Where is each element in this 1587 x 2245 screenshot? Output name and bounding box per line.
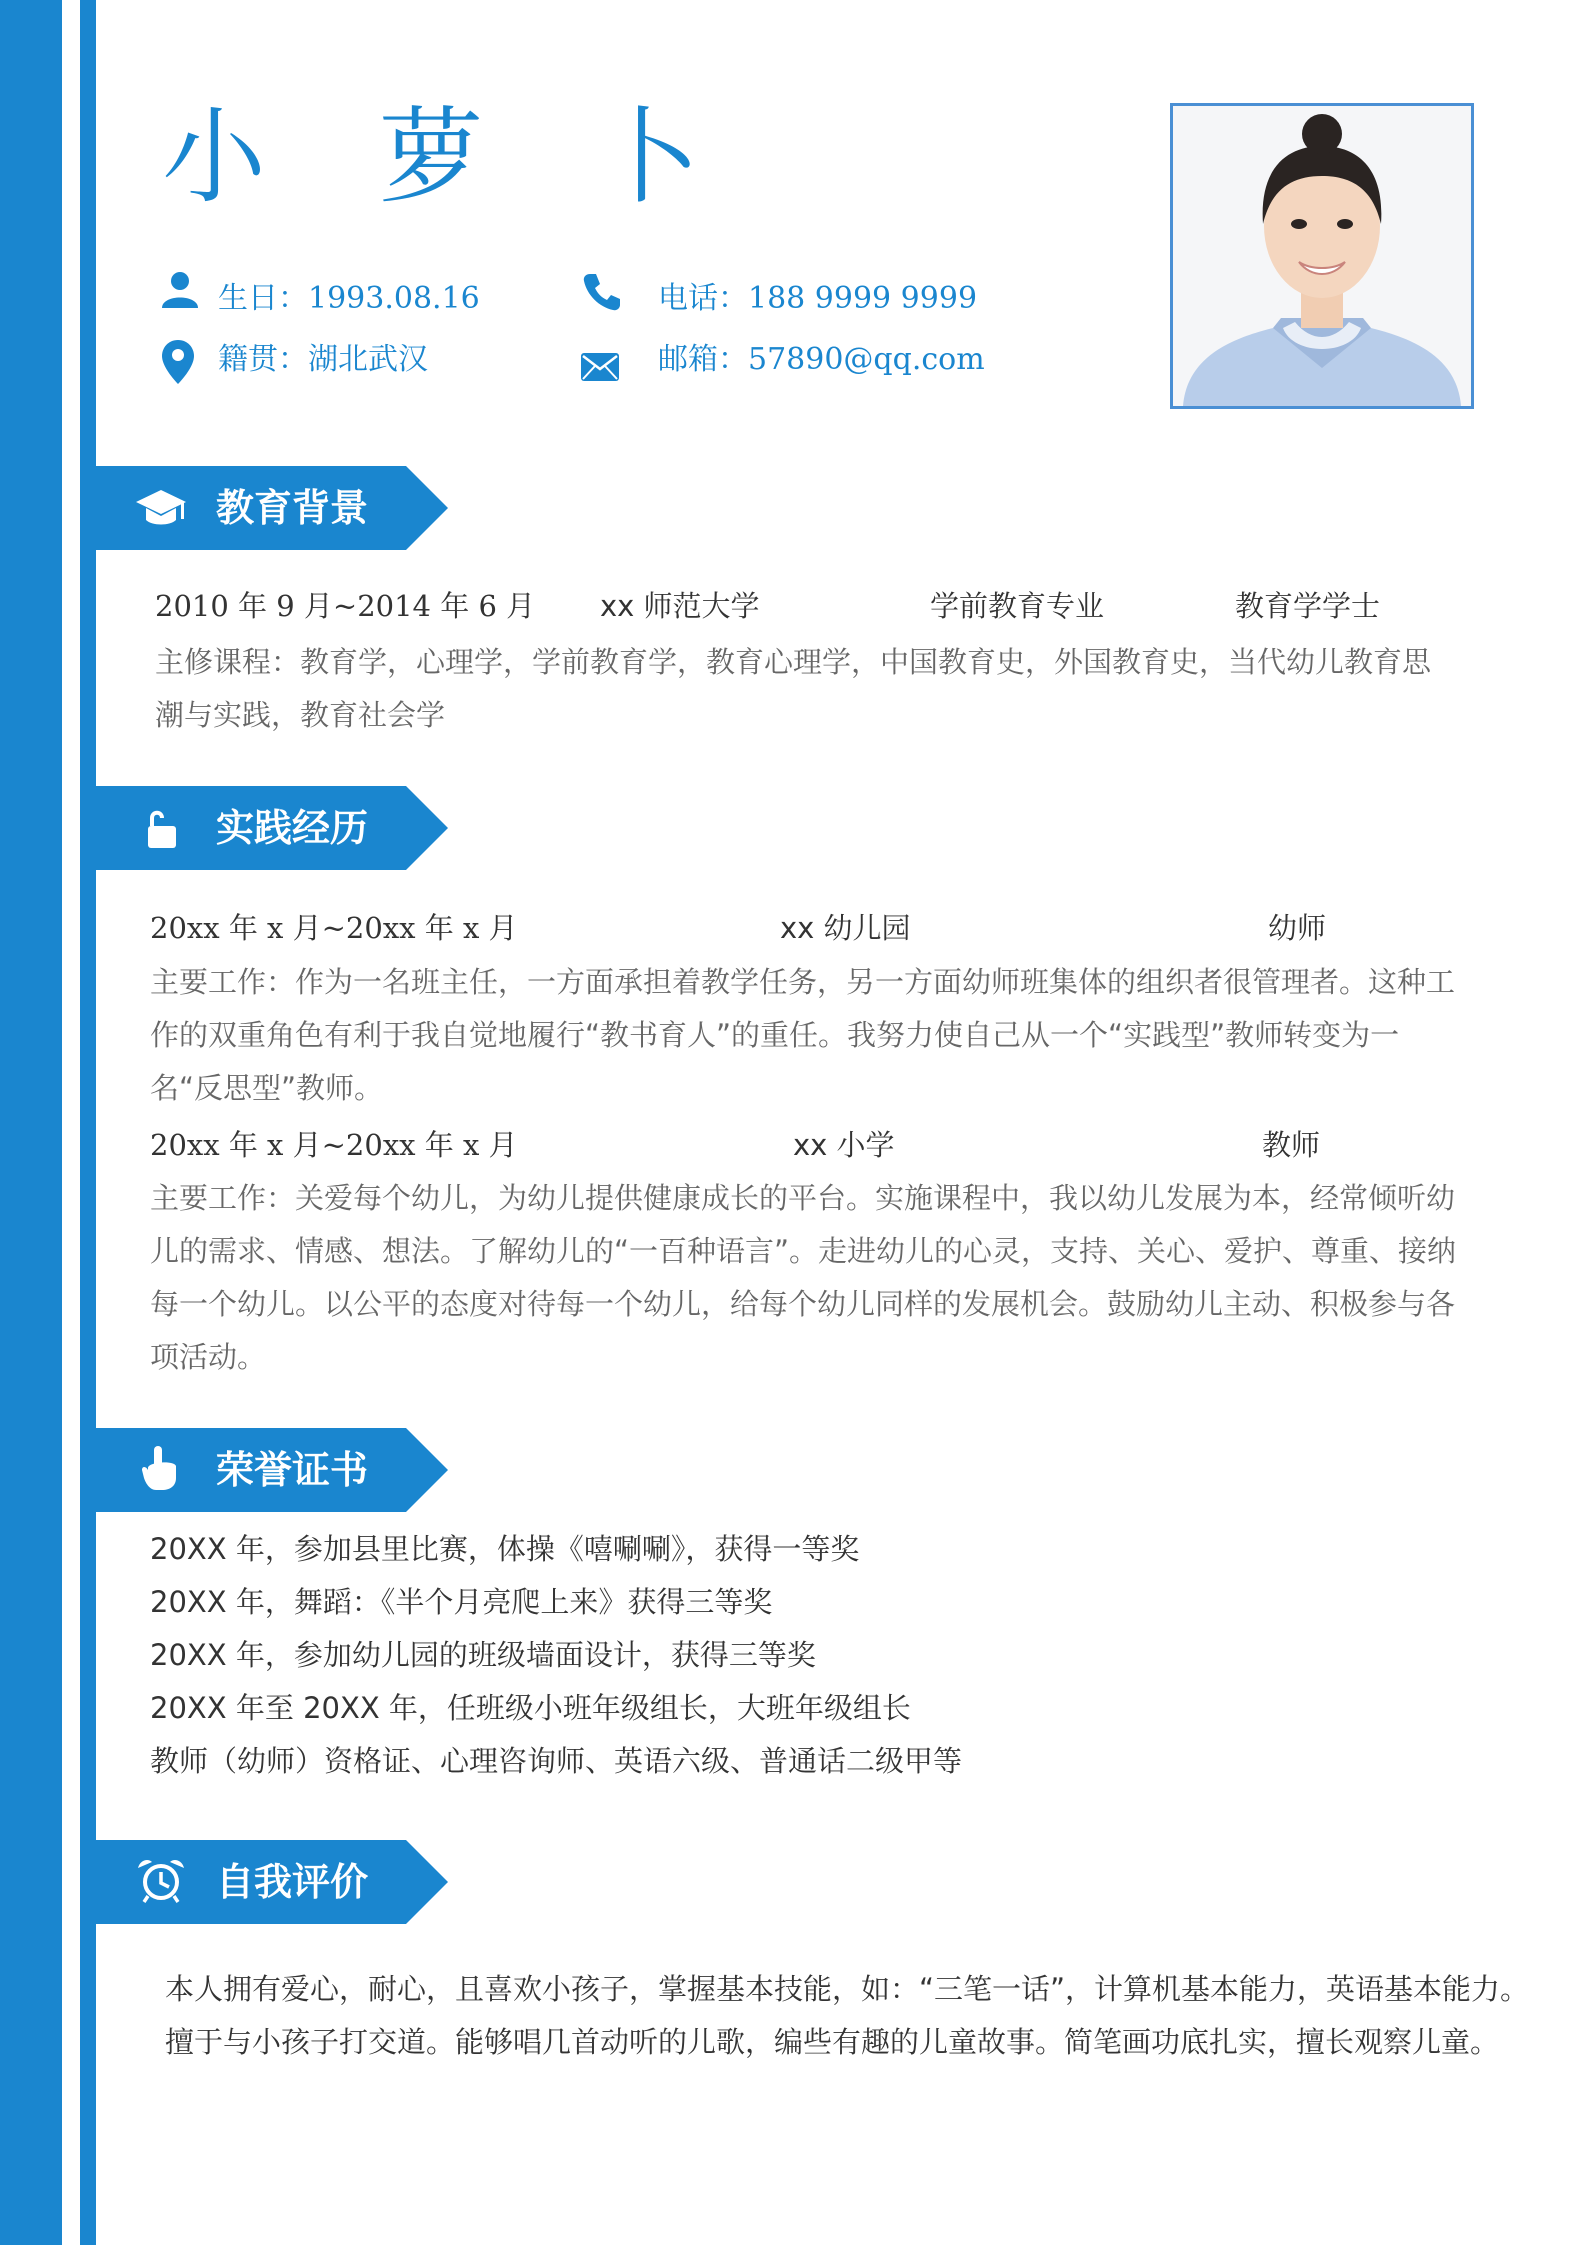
honor-item: 20XX 年至 20XX 年，任班级小班年级组长，大班年级组长 <box>150 1691 911 1725</box>
alarm-clock-icon <box>134 1856 188 1904</box>
practice-2-role: 教师 <box>1262 1128 1321 1162</box>
location-pin-icon <box>160 338 196 386</box>
birth-label: 生日： <box>218 281 308 316</box>
phone-label: 电话： <box>658 281 748 316</box>
self-eval-line2: 擅于与小孩子打交道。能够唱几首动听的儿歌，编些有趣的儿童故事。简笔画功底扎实，擅长观察儿童。 <box>165 2025 1500 2059</box>
phone-info <box>658 281 978 316</box>
practice-2-line2: 儿的需求、情感、想法。了解幼儿的“一百种语言”。走进幼儿的心灵，支持、关心、爱护、尊重、接纳 <box>150 1234 1457 1268</box>
practice-1-role: 幼师 <box>1268 911 1327 945</box>
edu-school: xx 师范大学 <box>600 589 760 623</box>
portrait-illustration <box>1173 106 1471 406</box>
origin-info <box>218 342 428 377</box>
edu-courses-line2: 潮与实践，教育社会学 <box>155 698 446 732</box>
practice-2-line3: 每一个幼儿。以公平的态度对待每一个幼儿，给每个幼儿同样的发展机会。鼓励幼儿主动、积极参与各 <box>150 1287 1456 1321</box>
section-title: 实践经历 <box>216 806 369 850</box>
profile-photo <box>1170 103 1474 409</box>
self-eval-line1: 本人拥有爱心，耐心，且喜欢小孩子，掌握基本技能，如：“三笔一话”，计算机基本能力，英语基本能力。 <box>165 1972 1530 2006</box>
practice-2-period: 20xx 年 x 月~20xx 年 x 月 <box>150 1128 518 1162</box>
section-title: 教育背景 <box>216 486 369 530</box>
practice-1-period: 20xx 年 x 月~20xx 年 x 月 <box>150 911 518 945</box>
left-accent-stripe <box>80 0 96 2245</box>
pointing-hand-icon <box>134 1444 188 1492</box>
section-title: 自我评价 <box>216 1860 369 1904</box>
graduation-cap-icon <box>134 486 188 530</box>
phone-value: 188 9999 9999 <box>748 281 978 316</box>
edu-major: 学前教育专业 <box>930 589 1105 623</box>
email-info <box>658 342 985 377</box>
section-header-honors <box>96 1428 448 1512</box>
practice-2-line4: 项活动。 <box>150 1340 267 1374</box>
honor-item: 20XX 年，参加幼儿园的班级墙面设计，获得三等奖 <box>150 1638 816 1672</box>
email-label: 邮箱： <box>658 342 748 377</box>
section-header-practice <box>96 786 448 870</box>
section-header-education <box>96 466 448 550</box>
resume-name: 小 萝 卜 <box>162 96 741 218</box>
section-title: 荣誉证书 <box>216 1448 369 1492</box>
birth-value: 1993.08.16 <box>308 281 480 316</box>
practice-1-line2: 作的双重角色有利于我自觉地履行“教书育人”的重任。我努力使自己从一个“实践型”教师转变为一 <box>150 1018 1400 1052</box>
practice-2-line1: 主要工作：关爱每个幼儿，为幼儿提供健康成长的平台。实施课程中，我以幼儿发展为本，经常倾听幼 <box>150 1181 1456 1215</box>
practice-2-org: xx 小学 <box>793 1128 895 1162</box>
origin-label: 籍贯： <box>218 342 308 377</box>
left-accent-bar <box>0 0 62 2245</box>
edu-degree: 教育学学士 <box>1235 589 1381 623</box>
phone-icon <box>582 272 622 312</box>
edu-courses-line1: 主修课程：教育学，心理学，学前教育学，教育心理学，中国教育史，外国教育史，当代幼儿教育思 <box>155 645 1432 679</box>
honor-item: 教师（幼师）资格证、心理咨询师、英语六级、普通话二级甲等 <box>150 1744 963 1778</box>
practice-1-line1: 主要工作：作为一名班主任，一方面承担着教学任务，另一方面幼师班集体的组织者很管理者。这种工 <box>150 965 1456 999</box>
unlock-icon <box>134 806 188 850</box>
person-icon <box>160 270 200 310</box>
edu-period: 2010 年 9 月~2014 年 6 月 <box>155 589 536 623</box>
origin-value: 湖北武汉 <box>308 342 428 377</box>
honor-item: 20XX 年，舞蹈：《半个月亮爬上来》获得三等奖 <box>150 1585 773 1619</box>
practice-1-line3: 名“反思型”教师。 <box>150 1071 384 1105</box>
email-value: 57890@qq.com <box>748 342 985 377</box>
birth-info <box>218 281 480 316</box>
mail-icon <box>580 352 620 382</box>
section-header-self-eval <box>96 1840 448 1924</box>
practice-1-org: xx 幼儿园 <box>780 911 911 945</box>
honor-item: 20XX 年，参加县里比赛，体操《嘻唰唰》，获得一等奖 <box>150 1532 860 1566</box>
